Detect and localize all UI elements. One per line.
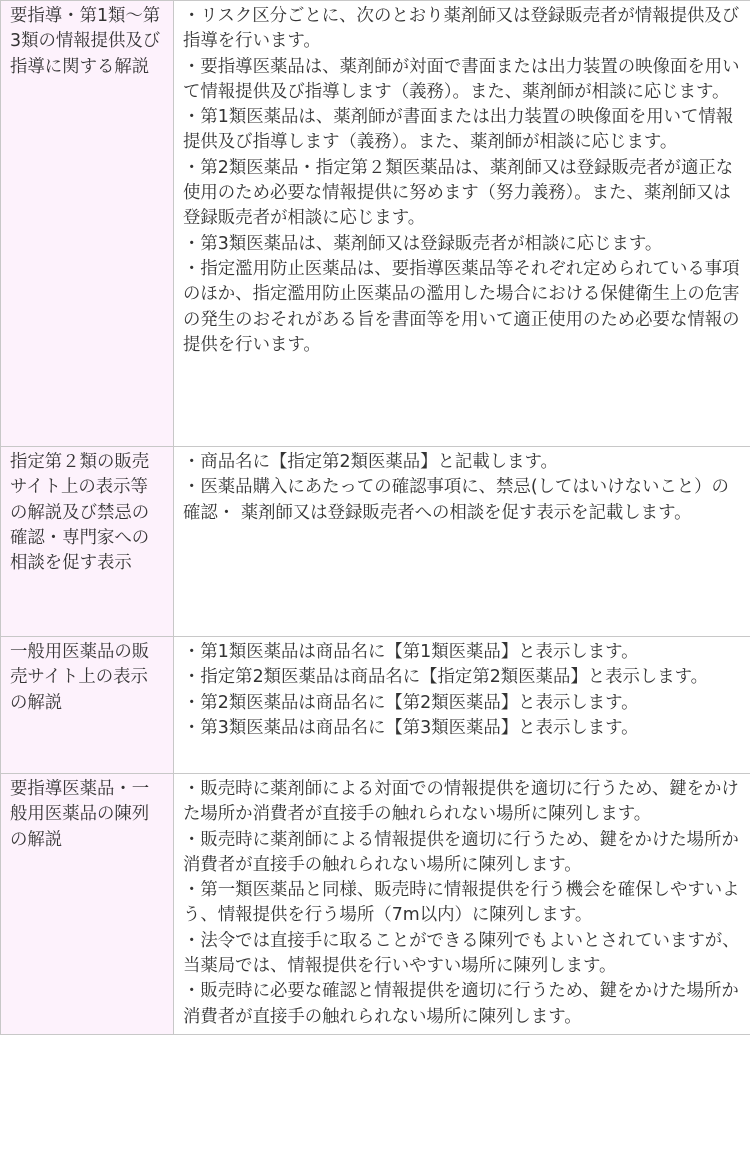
row-heading: 一般用医薬品の販売サイト上の表示の解説	[1, 637, 174, 774]
list-item: ・第3類医薬品は、薬剤師又は登録販売者が相談に応じます。	[183, 233, 663, 254]
list-item: ・法令では直接手に取ることができる陳列でもよいとされていますが、当薬局では、情報提供を行いやすい場所に陳列します。	[183, 930, 740, 977]
row-content	[174, 774, 750, 1035]
row-content	[174, 447, 750, 637]
list-item: ・第2類医薬品は商品名に【第2類医薬品】と表示します。	[183, 692, 639, 713]
list-item: ・販売時に薬剤師による対面での情報提供を適切に行うため、鍵をかけた場所か消費者が直接手の触れられない場所に陳列します。	[183, 779, 739, 825]
list-item: ・リスク区分ごとに、次のとおり薬剤師又は登録販売者が情報提供及び指導を行います。	[183, 6, 740, 52]
table-row	[1, 774, 750, 1035]
row-content	[174, 1, 750, 447]
list-item: ・指定濫用防止医薬品は、要指導医薬品等それぞれ定められている事項のほか、指定濫用防止医薬品の濫用した場合における保健衛生上の危害の発生のおそれがある旨を書面等を用いて適正使用のため必要な情報の提供を行います。	[183, 258, 740, 355]
list-item: ・第3類医薬品は商品名に【第3類医薬品】と表示します。	[183, 717, 639, 738]
list-item: ・要指導医薬品は、薬剤師が対面で書面または出力装置の映像面を用いて情報提供及び指導します（義務）。また、薬剤師が相談に応じます。	[183, 56, 740, 102]
list-item: ・指定第2類医薬品は商品名に【指定第2類医薬品】と表示します。	[183, 667, 709, 688]
row-heading: 要指導医薬品・一般用医薬品の陳列の解説	[1, 774, 174, 1035]
list-item: ・第2類医薬品・指定第２類医薬品は、薬剤師又は登録販売者が適正な使用のため必要な情報提供に努めます（努力義務）。また、薬剤師又は登録販売者が相談に応じます。	[183, 157, 734, 229]
list-item: ・販売時に薬剤師による情報提供を適切に行うため、鍵をかけた場所か消費者が直接手の触れられない場所に陳列します。	[183, 829, 739, 875]
list-item: ・商品名に【指定第2類医薬品】と記載します。	[183, 452, 558, 472]
list-item: ・第1類医薬品は商品名に【第1類医薬品】と表示します。	[183, 642, 639, 662]
row-heading: 要指導・第1類〜第3類の情報提供及び指導に関する解説	[1, 1, 174, 447]
table-row	[1, 1, 750, 447]
row-content	[174, 637, 750, 774]
row-heading: 指定第２類の販売サイト上の表示等の解説及び禁忌の確認・専門家への相談を促す表示	[1, 447, 174, 637]
list-item: ・販売時に必要な確認と情報提供を適切に行うため、鍵をかけた場所か消費者が直接手の触れられない場所に陳列します。	[183, 981, 739, 1027]
list-item: ・医薬品購入にあたっての確認事項に、禁忌(してはいけないこと）の確認・ 薬剤師又は登録販売者への相談を促す表示を記載します。	[183, 477, 729, 523]
list-item: ・第1類医薬品は、薬剤師が書面または出力装置の映像面を用いて情報提供及び指導します（義務）。また、薬剤師が相談に応じます。	[183, 107, 734, 153]
list-item: ・第一類医薬品と同様、販売時に情報提供を行う機会を確保しやすいよう、情報提供を行う場所（7m以内）に陳列します。	[183, 880, 740, 926]
table-row	[1, 447, 750, 637]
table-row	[1, 637, 750, 774]
